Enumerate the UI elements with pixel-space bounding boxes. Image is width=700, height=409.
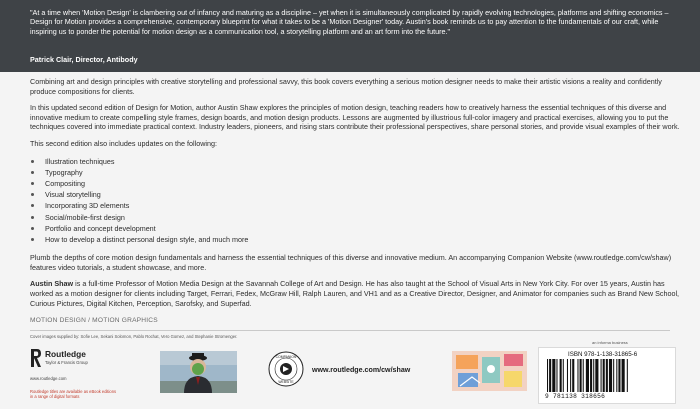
list-item (30, 189, 680, 200)
list-item (30, 167, 680, 178)
list-item-label: Social/mobile-first design (45, 212, 125, 222)
barcode-bar (618, 359, 620, 392)
bullet-icon (31, 182, 34, 185)
publisher-url: www.routledge.com (30, 376, 67, 381)
list-item (30, 178, 680, 189)
bio-text: is a full-time Professor of Motion Media Design at the Savannah College of Art and Design. He has also taught at the School of Visual Arts in New York City. For over 15 years, Austin has worked as a motion designer for clients including Target, Ferrari, Fedex, McGraw Hill, Ralph Lauren, and VH1 and as a Creative Director, Designer, and Animator for companies such as Brand New School, Curious Pictures, Digital Kitchen, Perception, Sarofsky, and Superfad. (30, 279, 680, 308)
bullet-icon (31, 216, 34, 219)
barcode-bar (567, 359, 568, 392)
barcode-bar (549, 359, 551, 392)
bullet-icon (31, 171, 34, 174)
isbn-barcode (538, 347, 676, 404)
cover-art-thumbnail (160, 351, 237, 393)
image-credits: Cover images supplied by: Sofie Lee, Sekani Solomon, Pablo Rochat, Vero Gomez, and Stephanie Stromenger. (30, 334, 238, 339)
barcode-bar (606, 359, 608, 392)
seal-label-bottom: WEBSITE (278, 380, 294, 384)
bullet-icon (31, 160, 34, 163)
endorsement-quote: "At a time when 'Motion Design' is clambering out of infancy and maturing as a discipline – yet when it is simultaneously complicated by rapidly evolving technologies, platforms and shifting economics – Design for Motion provides a comprehensive, contemporary blueprint for what it takes to be a 'Motion Designer' today. Austin's book reminds us to pay attention to the fundamentals of our craft, while inspiring us to ponder the potential for motion design as a communication tool, a storytelling platform and an art form into the future." (30, 8, 669, 36)
list-item-label: Typography (45, 167, 83, 177)
publisher-logo (30, 346, 130, 374)
barcode-bar (570, 359, 571, 392)
barcode-digits: 9 781138 318656 (545, 393, 606, 400)
barcode-bar (627, 359, 628, 392)
barcode-bar (583, 359, 584, 392)
barcode-bar (601, 359, 602, 392)
barcode-bar (563, 359, 564, 392)
quote-band (0, 0, 700, 72)
plumb-paragraph: Plumb the depths of core motion design fundamentals and harness the essential techniques of this diverse and innovative medium. An accompanying Companion Website (www.routledge.com/cw/shaw) features video tutorials, a student showcase, and more. (30, 253, 672, 272)
barcode-bar (622, 359, 625, 392)
subject-category: MOTION DESIGN / MOTION GRAPHICS (30, 317, 158, 324)
barcode-bar (580, 359, 582, 392)
list-item (30, 156, 680, 167)
isbn-number: ISBN 978-1-138-31865-6 (568, 351, 638, 358)
list-item (30, 200, 680, 211)
bullet-icon (31, 238, 34, 241)
barcode-bar (609, 359, 612, 392)
quote-author: Patrick Clair, Director, Antibody (30, 55, 138, 64)
publisher-group: Taylor & Francis Group (45, 360, 88, 365)
list-item-label: Incorporating 3D elements (45, 201, 130, 211)
list-item (30, 223, 680, 234)
edition-paragraph: In this updated second edition of Design for Motion, author Austin Shaw explores the principles of motion design, teaching readers how to creatively harness the essential techniques of this diverse and innovative medium to create compelling style frames, design boards, and motion design products. Lessons are augmented by illustrious full-color imagery and practical exercises, allowing you to put the techniques covered into immediate practical context. Industry leaders, pioneers, and rising stars contribute their professional perspectives, share personal stories, and provide visual examples of their work. (30, 103, 680, 132)
bullet-icon (31, 204, 34, 207)
updates-intro: This second edition also includes updates on the following: (30, 138, 217, 148)
list-item-label: Portfolio and concept development (45, 223, 156, 233)
barcode-icon (545, 359, 669, 392)
divider (30, 330, 670, 331)
book-description (30, 77, 680, 315)
list-item-label: Illustration techniques (45, 156, 115, 166)
barcode-bar (577, 359, 578, 392)
companion-website-seal-icon (268, 351, 304, 387)
barcode-bar (572, 359, 574, 392)
barcode-bar (590, 359, 592, 392)
list-item (30, 234, 680, 245)
author-name: Austin Shaw (30, 279, 74, 289)
author-bio (30, 279, 680, 308)
publisher-name: Routledge (45, 349, 86, 359)
barcode-bar (556, 359, 557, 392)
list-item-label: Compositing (45, 178, 85, 188)
companion-website-url[interactable]: www.routledge.com/cw/shaw (312, 366, 411, 374)
seal-label-top: COMPANION (275, 355, 297, 359)
list-item-label: Visual storytelling (45, 190, 101, 200)
barcode-bar (593, 359, 594, 392)
barcode-bar (560, 359, 562, 392)
ebook-note: Routledge titles are available as eBook editions in a range of digital formats (30, 389, 117, 399)
routledge-logo-icon (30, 348, 42, 368)
bullet-icon (31, 227, 34, 230)
barcode-bar (547, 359, 548, 392)
barcode-bar (616, 359, 617, 392)
list-item (30, 212, 680, 223)
barcode-bar (586, 359, 589, 392)
list-item-label: How to develop a distinct personal design style, and much more (45, 234, 249, 244)
bullet-icon (31, 193, 34, 196)
barcode-bar (552, 359, 555, 392)
barcode-bar (603, 359, 605, 392)
barcode-bar (595, 359, 598, 392)
style-frame-thumbnail (452, 351, 527, 391)
barcode-bar (613, 359, 614, 392)
updates-list (30, 156, 680, 246)
intro-paragraph: Combining art and design principles with creative storytelling and professional savvy, this book covers everything a serious motion designer needs to make their artistic visions a reality and confidently produce compositions for clients. (30, 77, 662, 96)
informa-tagline: an informa business (592, 340, 628, 345)
